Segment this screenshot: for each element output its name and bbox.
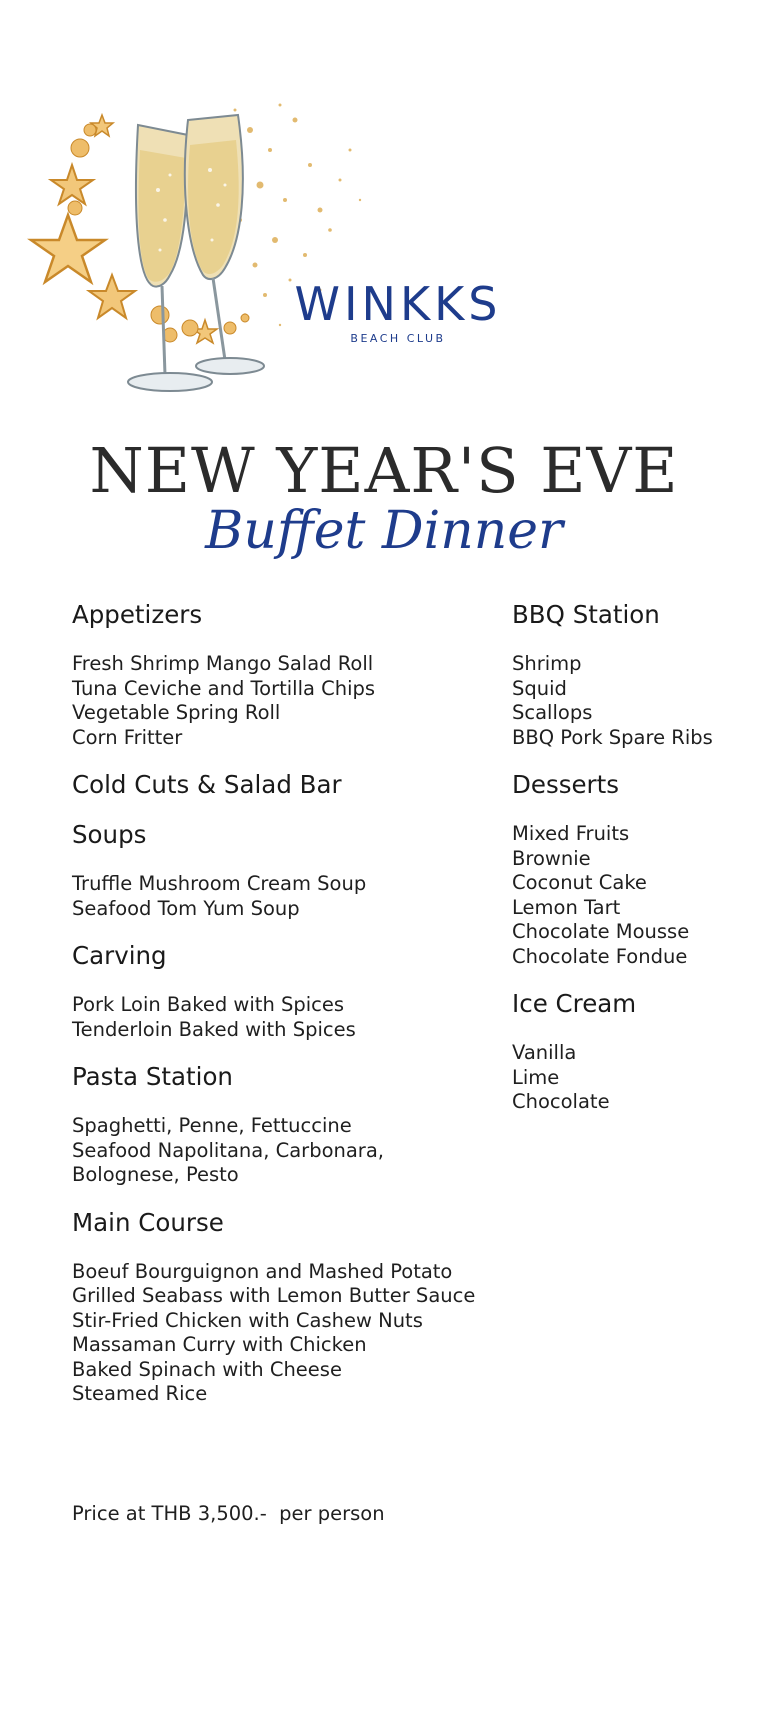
menu-item: Squid bbox=[512, 676, 567, 700]
price-text: Price at THB 3,500.- per person bbox=[72, 1502, 385, 1525]
menu-item-list bbox=[512, 822, 762, 969]
menu-item: Tenderloin Baked with Spices bbox=[72, 1017, 356, 1041]
page-subtitle: Buffet Dinner bbox=[205, 501, 563, 561]
menu-item: Chocolate Mousse bbox=[512, 920, 690, 943]
menu-section-pasta-station bbox=[72, 1062, 492, 1188]
section-heading: Cold Cuts & Salad Bar bbox=[72, 770, 342, 799]
menu-item: Truffle Mushroom Cream Soup bbox=[72, 872, 367, 895]
menu-item: Baked Spinach with Cheese bbox=[72, 1357, 342, 1381]
star-icon bbox=[89, 275, 135, 318]
menu-item-list bbox=[512, 1041, 762, 1115]
menu-section-bbq-station bbox=[512, 600, 762, 750]
menu-item-list bbox=[72, 872, 492, 921]
star-icon bbox=[51, 165, 93, 204]
menu-section-appetizers bbox=[72, 600, 492, 750]
brand-name: WINKKS bbox=[294, 277, 502, 331]
section-heading: Appetizers bbox=[72, 600, 203, 629]
menu-item: Boeuf Bourguignon and Mashed Potato bbox=[72, 1259, 453, 1283]
menu-section-desserts bbox=[512, 770, 762, 969]
menu-section-main-course bbox=[72, 1208, 492, 1407]
section-heading: Pasta Station bbox=[72, 1062, 233, 1091]
menu-item: Lime bbox=[512, 1065, 560, 1089]
menu-item: Mixed Fruits bbox=[512, 822, 630, 845]
menu-item: Fresh Shrimp Mango Salad Roll bbox=[72, 652, 374, 675]
menu-item-list bbox=[512, 652, 762, 750]
section-heading: Desserts bbox=[512, 770, 619, 799]
menu-item: Spaghetti, Penne, Fettuccine bbox=[72, 1114, 352, 1137]
menu-item: Shrimp bbox=[512, 652, 582, 675]
champagne-glass-icon bbox=[128, 115, 264, 391]
menu-section-carving bbox=[72, 941, 492, 1042]
menu-column-right bbox=[512, 600, 762, 1135]
menu-item: Steamed Rice bbox=[72, 1382, 208, 1405]
menu-item: Seafood Napolitana, Carbonara, bbox=[72, 1138, 384, 1162]
menu-item: Bolognese, Pesto bbox=[72, 1163, 239, 1186]
brand-subtitle: BEACH CLUB bbox=[350, 332, 446, 345]
menu-item: Vegetable Spring Roll bbox=[72, 701, 281, 724]
menu-item: Massaman Curry with Chicken bbox=[72, 1333, 367, 1356]
menu-item: Lemon Tart bbox=[512, 895, 621, 919]
menu-item: Stir-Fried Chicken with Cashew Nuts bbox=[72, 1308, 423, 1332]
menu-item-list bbox=[72, 652, 492, 750]
menu-item-list bbox=[72, 1260, 492, 1407]
menu-item: Corn Fritter bbox=[72, 725, 183, 749]
menu-item: Scallops bbox=[512, 701, 593, 724]
menu-item: Pork Loin Baked with Spices bbox=[72, 993, 345, 1016]
page-title: NEW YEAR'S EVE bbox=[89, 434, 679, 507]
star-icon bbox=[31, 215, 105, 282]
menu-item: Brownie bbox=[512, 846, 591, 870]
champagne-illustration bbox=[20, 90, 540, 420]
menu-item: Vanilla bbox=[512, 1041, 577, 1064]
brand-logo bbox=[268, 278, 528, 345]
menu-item: Tuna Ceviche and Tortilla Chips bbox=[72, 676, 376, 700]
menu-item: Seafood Tom Yum Soup bbox=[72, 896, 300, 920]
menu-section-cold-cuts-and-salad-bar bbox=[72, 770, 492, 800]
menu-section-soups bbox=[72, 820, 492, 921]
menu-item: BBQ Pork Spare Ribs bbox=[512, 725, 713, 749]
menu-section-ice-cream bbox=[512, 989, 762, 1115]
section-heading: Ice Cream bbox=[512, 989, 637, 1018]
menu-item: Chocolate Fondue bbox=[512, 944, 688, 968]
menu-item: Chocolate bbox=[512, 1090, 610, 1113]
menu-item-list bbox=[72, 993, 492, 1042]
section-heading: BBQ Station bbox=[512, 600, 660, 629]
section-heading: Soups bbox=[72, 820, 147, 849]
menu-item-list bbox=[72, 1114, 492, 1188]
section-heading: Carving bbox=[72, 941, 167, 970]
section-heading: Main Course bbox=[72, 1207, 224, 1237]
menu-item: Grilled Seabass with Lemon Butter Sauce bbox=[72, 1284, 476, 1307]
menu-column-left bbox=[72, 600, 492, 1427]
menu-item: Coconut Cake bbox=[512, 871, 647, 894]
